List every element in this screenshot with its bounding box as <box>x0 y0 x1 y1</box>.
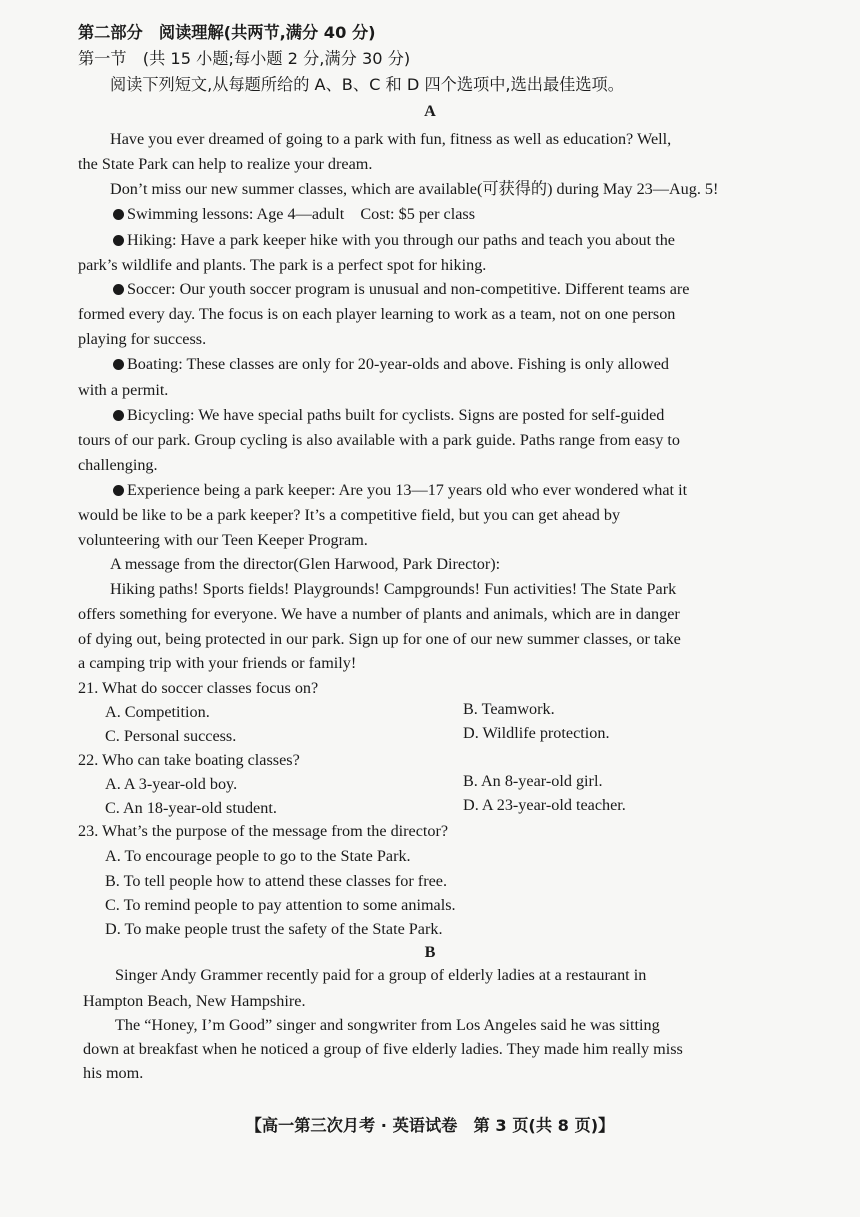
bullet-item <box>113 404 664 426</box>
bullet-icon <box>113 359 124 370</box>
question-23-option-a: A. To encourage people to go to the State Park. <box>105 847 411 865</box>
passage-a-line: offers something for everyone. We have a number of plants and animals, which are in danger <box>78 605 680 623</box>
passage-b-line: Singer Andy Grammer recently paid for a group of elderly ladies at a restaurant in <box>115 966 647 984</box>
question-22-stem: 22. Who can take boating classes? <box>78 751 300 769</box>
question-21-option-b: B. Teamwork. <box>463 700 555 718</box>
bullet-item <box>113 278 689 300</box>
passage-b-line: The “Honey, I’m Good” singer and songwriter from Los Angeles said he was sitting <box>115 1016 660 1034</box>
passage-a-line: Boating: These classes are only for 20-year-olds and above. Fishing is only allowed <box>127 355 669 373</box>
question-23-option-b: B. To tell people how to attend these classes for free. <box>105 872 447 890</box>
passage-a-line: the State Park can help to realize your dream. <box>78 155 373 173</box>
question-21-stem: 21. What do soccer classes focus on? <box>78 679 319 697</box>
question-21-option-d: D. Wildlife protection. <box>463 724 610 742</box>
passage-b-line: down at breakfast when he noticed a group of five elderly ladies. They made him really miss <box>83 1040 683 1058</box>
section-title: 第一节 (共 15 小题;每小题 2 分,满分 30 分) <box>78 49 411 68</box>
passage-a-line: formed every day. The focus is on each player learning to work as a team, not on one person <box>78 305 676 323</box>
passage-a-line: Have you ever dreamed of going to a park with fun, fitness as well as education? Well, <box>110 130 672 148</box>
question-22-option-c: C. An 18-year-old student. <box>105 799 277 817</box>
question-23-option-d: D. To make people trust the safety of the State Park. <box>105 920 443 938</box>
bullet-icon <box>113 209 124 220</box>
part-title: 第二部分 阅读理解(共两节,满分 40 分) <box>78 23 376 42</box>
bullet-item <box>113 479 687 501</box>
passage-a-line: volunteering with our Teen Keeper Program. <box>78 531 368 549</box>
passage-a-line: Hiking paths! Sports fields! Playgrounds! Campgrounds! Fun activities! The State Park <box>110 580 677 598</box>
bullet-icon <box>113 235 124 246</box>
passage-a-line: a camping trip with your friends or family! <box>78 654 357 672</box>
question-22-option-a: A. A 3-year-old boy. <box>105 775 238 793</box>
instructions: 阅读下列短文,从每题所给的 A、B、C 和 D 四个选项中,选出最佳选项。 <box>110 75 624 94</box>
passage-a-line: playing for success. <box>78 330 207 348</box>
passage-a-line: challenging. <box>78 456 158 474</box>
passage-b-line: his mom. <box>83 1064 144 1082</box>
page-footer: 【高一第三次月考 · 英语试卷 第 3 页(共 8 页)】 <box>245 1116 615 1135</box>
bullet-icon <box>113 485 124 496</box>
passage-a-line: Bicycling: We have special paths built for cyclists. Signs are posted for self-guided <box>127 406 665 424</box>
passage-a-line: Swimming lessons: Age 4—adult Cost: $5 per class <box>127 205 476 223</box>
bullet-item <box>113 203 475 225</box>
question-22-option-d: D. A 23-year-old teacher. <box>463 796 626 814</box>
question-22-option-b: B. An 8-year-old girl. <box>463 772 603 790</box>
passage-a-line: park’s wildlife and plants. The park is a perfect spot for hiking. <box>78 256 487 274</box>
passage-a-line: would be like to be a park keeper? It’s a competitive field, but you can get ahead by <box>78 506 621 524</box>
bullet-item <box>113 353 669 375</box>
passage-b-line: Hampton Beach, New Hampshire. <box>83 992 306 1010</box>
question-23-stem: 23. What’s the purpose of the message from the director? <box>78 822 449 840</box>
bullet-item <box>113 229 675 251</box>
question-23-option-c: C. To remind people to pay attention to some animals. <box>105 896 456 914</box>
bullet-icon <box>113 284 124 295</box>
passage-a-line: of dying out, being protected in our park. Sign up for one of our new summer classes, or take <box>78 630 681 648</box>
passage-a-label: A <box>424 102 436 120</box>
passage-a-line: tours of our park. Group cycling is also available with a park guide. Paths range from easy to <box>78 431 680 449</box>
question-21-option-c: C. Personal success. <box>105 727 237 745</box>
bullet-icon <box>113 410 124 421</box>
passage-a-line: Experience being a park keeper: Are you 13—17 years old who ever wondered what it <box>127 481 688 499</box>
passage-a-line: with a permit. <box>78 381 169 399</box>
passage-b-label: B <box>424 943 436 961</box>
passage-a-line: Soccer: Our youth soccer program is unusual and non-competitive. Different teams are <box>127 280 690 298</box>
passage-a-line: Hiking: Have a park keeper hike with you through our paths and teach you about the <box>127 231 675 249</box>
question-21-option-a: A. Competition. <box>105 703 210 721</box>
passage-a-line: Don’t miss our new summer classes, which are available(可获得的) during May 23—Aug. 5! <box>110 180 719 198</box>
passage-a-line: A message from the director(Glen Harwood, Park Director): <box>110 555 501 573</box>
